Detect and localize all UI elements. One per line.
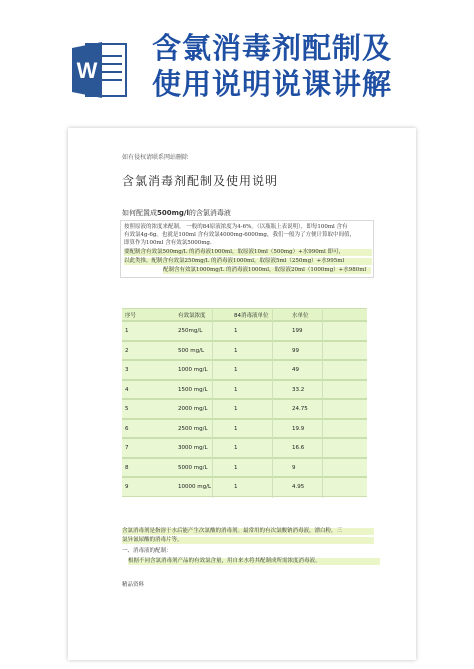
table-cell: 1 [234,484,238,490]
table-cell: 1 [125,328,129,334]
column-divider [212,308,213,498]
table-cell: 2500 mg/L [178,425,208,432]
table-cell: 500 mg/L [178,347,205,354]
table-row [122,399,367,419]
column-divider [322,308,323,498]
table-cell: 3000 mg/L [178,445,208,451]
table-cell: 1 [234,347,238,354]
document-page [68,128,416,660]
note-line: 氯异氰尿酸的消毒片等。 [122,537,374,544]
table-cell: 4 [125,386,129,393]
svg-text:W: W [76,58,98,83]
table-cell: 1 [234,406,238,412]
title-line-1: 含氯消毒剂配制及 [152,31,393,65]
table-cell: 1000 mg/L [178,367,208,373]
header-cell: 84消毒液单位 [234,313,269,319]
footer-text: 精品资料 [122,582,145,588]
paragraph-line: 配制含有效氯1000mg/L 的消毒液1000ml，取原液20ml（1000mg）+水980ml [163,267,371,274]
column-divider [272,308,273,498]
subheading: 如何配置成500mg/l的含氯消毒液 [122,209,231,217]
banner [0,0,474,128]
table-cell: 1500 mg/L [178,386,208,393]
table-cell: 7 [125,445,129,451]
dilution-table [122,308,367,644]
table-cell: 3 [125,367,129,373]
paragraph-line: 有效氯4g-6g。也就是100ml 含有效氯4000mg-6000mg，我们一般为了方便计算取中间值， [124,232,355,238]
header-cell: 水单位 [292,313,309,319]
table-row [122,438,367,458]
table-row [122,458,367,478]
table-cell: 99 [292,347,299,354]
table-cell: 2 [125,347,129,354]
table-row [122,419,367,439]
table-row [122,477,367,497]
table-cell: 49 [292,367,299,373]
table-row [122,380,367,400]
table-header-row [122,308,367,321]
paragraph-line: 以此类推，配制含有效氯250mg/L 的消毒液1000ml，取原液5ml（250mg）+水995ml [124,258,372,265]
table-cell: 2000 mg/L [178,406,208,412]
table-cell: 5 [125,406,129,412]
table-cell: 24.75 [292,406,308,412]
table-cell: 1 [234,328,238,334]
paragraph-line: 即算作为100ml 含有效氯5000mg. [124,240,212,246]
word-icon [72,38,128,102]
table-cell: 8 [125,464,129,471]
table-cell: 6 [125,425,129,432]
table-cell: 1 [234,464,238,471]
note-line: 根据不同含氯消毒剂产品的有效氯含量，用自来水将其配制成所需浓度消毒液。 [128,558,380,565]
paragraph-line: 要配制含有效氯500mg/L 的消毒液1000ml，取原液10ml（500mg）+水990ml 即可， [124,249,372,256]
note-line: 一、消毒液的配制： [122,548,172,554]
table-cell: 1 [234,445,238,451]
explanation-paragraph [120,220,374,278]
table-cell: 199 [292,328,303,334]
table-cell: 1 [234,386,238,393]
table-cell: 250mg/L [178,328,203,334]
title-line-2: 使用说明说课讲解 [152,67,393,101]
table-cell: 16.6 [292,445,305,451]
page-title: 含氯消毒剂配制及使用说明 [122,174,279,188]
table-cell: 1 [234,367,238,373]
table-cell: 10000 mg/L [178,484,212,490]
table-cell: 1 [234,425,238,432]
table-cell: 9 [292,464,296,471]
watermark-text: 如有侵权请联系网站删除 [122,154,189,161]
notes-section [120,528,374,578]
table-row [122,360,367,380]
table-cell: 4.95 [292,484,305,490]
paragraph-line: 按照原液的浓度来配制。 一般的84原液浓度为4-6%。（以瓶瓶上表说明），即每100ml 含有 [124,224,348,230]
header-cell: 有效氯浓度 [178,313,206,319]
table-row [122,321,367,341]
note-line: 含氯消毒剂是指溶于水后能产生次氯酸的消毒剂。最常用的有次氯酸钠消毒液，漂白粉，三 [122,528,374,535]
table-cell: 9 [125,484,129,490]
table-row [122,341,367,361]
document-title-banner [152,30,468,102]
table-cell: 33.2 [292,386,305,393]
table-cell: 5000 mg/L [178,464,208,471]
subheading-concentration: 500mg/l [157,209,189,217]
table-cell: 19.9 [292,425,305,432]
header-cell: 序号 [125,313,137,319]
